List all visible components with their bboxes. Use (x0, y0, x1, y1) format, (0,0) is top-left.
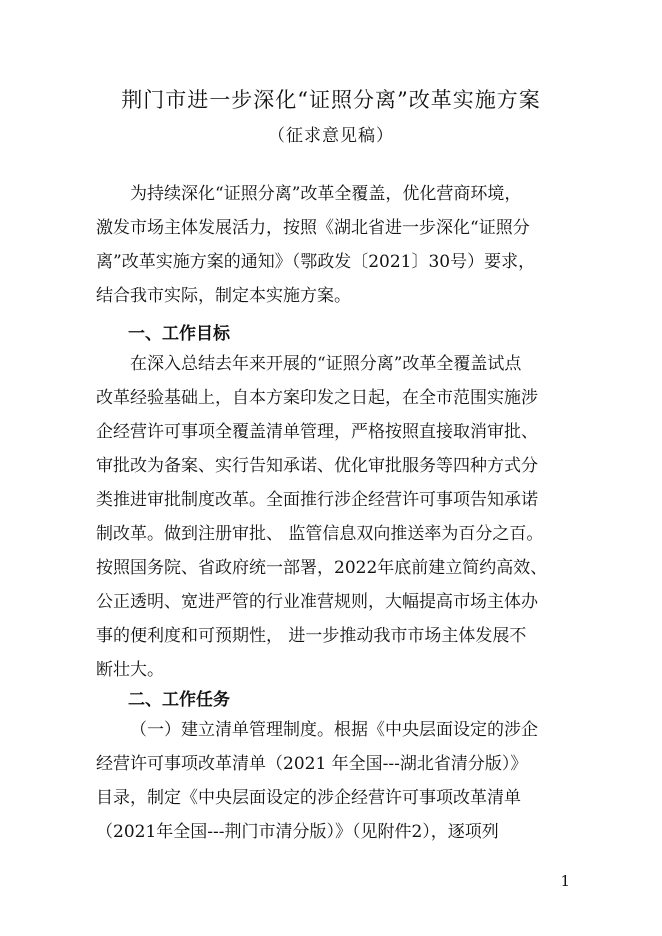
paragraph-line: 类推进审批制度改革。全面推行涉企经营许可事项告知承诺 (96, 490, 538, 510)
paragraph-line: 为持续深化“证照分离”改革全覆盖，优化营商环境， (130, 184, 522, 204)
paragraph-line: 经营许可事项改革清单（2021 年全国---湖北省清分版）》 (96, 754, 528, 774)
paragraph-line: 离”改革实施方案的通知》（鄂政发〔2021〕30号）要求， (96, 252, 536, 272)
paragraph-line: 目录，制定《中央层面设定的涉企经营许可事项改革清单 (96, 788, 521, 808)
intro-paragraph (96, 177, 570, 313)
paragraph-line: 公正透明、宽进严管的行业准营规则，大幅提高市场主体办 (96, 592, 538, 612)
section-heading: 一、工作目标 (128, 324, 230, 344)
paragraph-line: 断壮大。 (96, 660, 164, 680)
paragraph-line: 结合我市实际，制定本实施方案。 (96, 286, 351, 306)
section2-paragraph (96, 713, 570, 849)
section-heading: 二、工作任务 (128, 690, 230, 710)
paragraph-line: 审批改为备案、实行告知承诺、优化审批服务等四种方式分 (96, 456, 538, 476)
section1-paragraph (96, 347, 570, 687)
paragraph-line: 事的便利度和可预期性， 进一步推动我市市场主体发展不 (96, 626, 527, 646)
paragraph-line: 在深入总结去年来开展的“证照分离”改革全覆盖试点 (130, 354, 522, 374)
paragraph-line: 按照国务院、省政府统一部署，2022年底前建立简约高效、 (96, 558, 548, 578)
document-subtitle: （征求意见稿） (268, 126, 394, 146)
paragraph-line: 改革经验基础上，自本方案印发之日起，在全市范围实施涉 (96, 388, 538, 408)
page-number: 1 (560, 872, 570, 890)
document-title: 荆门市进一步深化“证照分离”改革实施方案 (121, 88, 541, 112)
paragraph-line: 激发市场主体发展活力，按照《湖北省进一步深化“证照分 (96, 218, 530, 238)
paragraph-line: 企经营许可事项全覆盖清单管理，严格按照直接取消审批、 (96, 422, 538, 442)
paragraph-line: （一）建立清单管理制度。根据《中央层面设定的涉企 (130, 720, 538, 740)
paragraph-line: 制改革。做到注册审批、 监管信息双向推送率为百分之百。 (96, 524, 544, 544)
paragraph-line: （2021年全国---荆门市清分版）》（见附件2），逐项列 (96, 822, 499, 842)
